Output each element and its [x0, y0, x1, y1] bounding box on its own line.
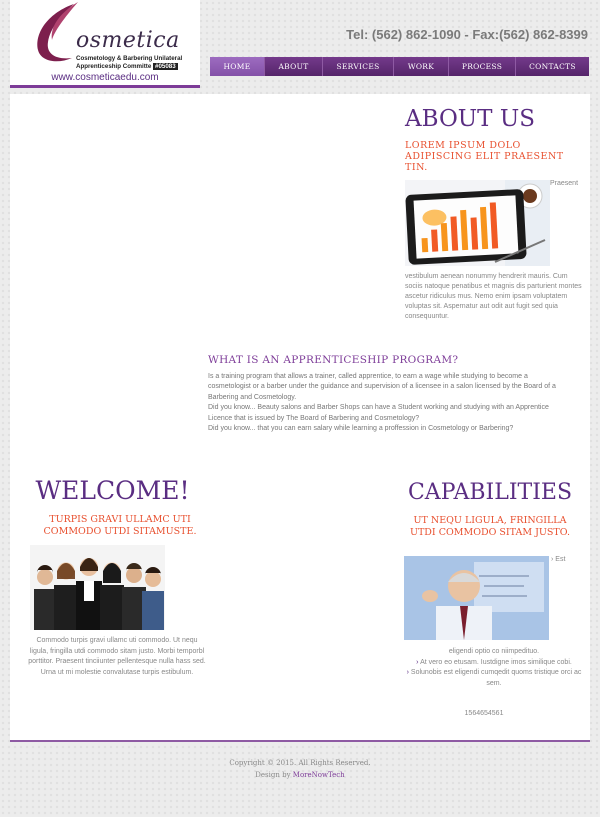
businessman-photo	[404, 556, 549, 640]
list-item-text: eligendi optio co niimpedituo.	[448, 648, 540, 655]
about-tag: Praesent	[550, 180, 579, 187]
welcome-title: WELCOME!	[35, 476, 190, 505]
capabilities-title: CAPABILITIES	[407, 480, 573, 505]
tablet-chart-image	[405, 180, 550, 266]
design-credit	[0, 769, 600, 781]
list-item-text: Solunobis est eligendi cumqedit quoms tristique orci ac sem.	[410, 669, 582, 687]
welcome-text: Commodo turpis gravi ullamc uti commodo. Ut nequ ligula, fringilla utdi commodo sitam justo. Morbi temporbl porttitor. Praesent tinciiunter pellentesque nulla hass sed. Urna ut mi molestie convalutase turpis estibulum.	[28, 637, 206, 676]
team-photo	[30, 545, 165, 630]
license-badge: #05083	[155, 62, 176, 70]
copyright: Copyright © 2015. All Rights Reserved.	[229, 759, 371, 767]
nav-home[interactable]: HOME	[210, 57, 265, 76]
design-link[interactable]: MoreNowTech	[292, 771, 345, 779]
logo-subtitle-text: Cosmetology & Barbering Unilateral Apprenticeship Committe	[76, 55, 183, 70]
nav-services[interactable]: SERVICES	[323, 57, 394, 76]
list-item-text: At vero eo etusam. Iustdigne imos similique cobi.	[420, 658, 572, 666]
nav-process[interactable]: PROCESS	[449, 57, 516, 76]
logo-wordmark: osmetica	[76, 28, 180, 53]
logo[interactable]	[10, 0, 200, 88]
site-url[interactable]: www.cosmeticaedu.com	[51, 72, 159, 83]
apprenticeship-title: WHAT IS AN APPRENTICESHIP PROGRAM?	[208, 354, 459, 366]
footer	[0, 757, 600, 781]
main-nav	[210, 57, 589, 76]
welcome-subtitle: TURPIS GRAVI ULLAMC UTI COMMODO UTDI SITAMUSTE.	[43, 514, 197, 537]
capabilities-first-text: Est	[555, 556, 566, 563]
about-subtitle: LOREM IPSUM DOLO ADIPISCING ELIT PRAESENT TIN.	[405, 140, 564, 173]
arrow-right-icon: ›	[406, 669, 409, 676]
capabilities-number: 1564654561	[464, 710, 504, 717]
capabilities-first-item	[551, 556, 565, 563]
about-title: ABOUT US	[405, 106, 535, 132]
nav-contacts[interactable]: CONTACTS	[516, 57, 589, 76]
nav-work[interactable]: WORK	[394, 57, 449, 76]
capabilities-list	[404, 647, 584, 689]
list-item	[404, 658, 584, 669]
apprenticeship-line: Did you know... that you can earn salary while learning a proffession in Cosmetology or Barbering?	[208, 425, 514, 433]
arrow-right-icon: ›	[416, 658, 419, 666]
design-prefix: Design by	[255, 771, 291, 779]
about-text: vestibulum aenean nonummy hendrerit mauris. Cum sociis natoque penatibus et magnis dis parturient montes ascetur ridiculus mus. Nemo enim ipsam voluptatem voluptas sit. Aspernatur aut odit aut fugit sed quia consequuntur.	[405, 273, 582, 320]
nav-about[interactable]: ABOUT	[265, 57, 323, 76]
capabilities-subtitle: UT NEQU LIGULA, FRINGILLA UTDI COMMODO SITAM JUSTO.	[409, 515, 571, 538]
apprenticeship-line: Did you know... Beauty salons and Barber Shops can have a Student working and studying with an Apprentice Licence that is issued by The Board of Barbering and Cosmetology?	[208, 404, 549, 422]
list-item	[404, 647, 584, 658]
apprenticeship-line: Is a training program that allows a trainer, called apprentice, to earn a wage while studying to become a cosmetologist or a barber under the guidance and supervision of a licensee in a salon licensed by the Board of a Barbering and Cosmetology.	[208, 373, 556, 401]
main-content	[10, 94, 590, 742]
contact-info: Tel: (562) 862-1090 - Fax:(562) 862-8399	[346, 27, 588, 42]
logo-subtitle	[76, 55, 204, 70]
list-item	[404, 668, 584, 689]
apprenticeship-body	[208, 372, 558, 434]
arrow-right-icon: ›	[551, 556, 554, 563]
